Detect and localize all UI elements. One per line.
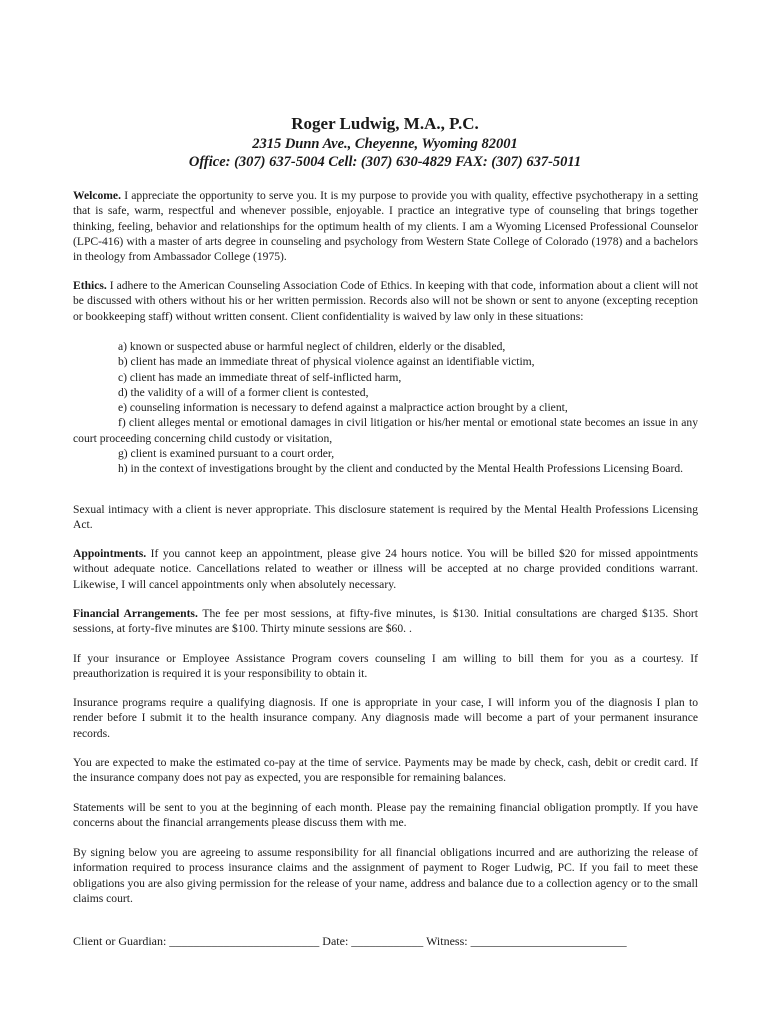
financial-paragraph	[73, 606, 698, 637]
ethics-heading: Ethics.	[73, 279, 107, 292]
list-item: g) client is examined pursuant to a court order,	[118, 447, 335, 461]
welcome-heading: Welcome.	[73, 189, 121, 202]
list-item: b) client has made an immediate threat of physical violence against an identifiable victim,	[118, 355, 535, 369]
welcome-paragraph	[73, 188, 698, 264]
list-item: d) the validity of a will of a former client is contested,	[118, 385, 369, 399]
signing-paragraph: By signing below you are agreeing to assume responsibility for all financial obligations incurred and are authorizing the release of information required to process insurance claims and the assignment of payment to Roger Ludwig, PC. If you fail to meet these obligations you are also giving permission for the release of your name, address and balance due to a collection agency or to the small claims court.	[73, 846, 698, 905]
statements-paragraph: Statements will be sent to you at the beginning of each month. Please pay the remaining financial obligation promptly. If you have concerns about the financial arrangements please discuss them with me.	[73, 801, 698, 830]
financial-heading: Financial Arrangements.	[73, 607, 198, 620]
appointments-heading: Appointments.	[73, 547, 147, 560]
list-item: e) counseling information is necessary to defend against a malpractice action brought by a client,	[118, 401, 568, 415]
ethics-paragraph	[73, 278, 698, 324]
practice-name: Roger Ludwig, M.A., P.C.	[291, 114, 479, 133]
confidentiality-exceptions-list	[73, 339, 698, 477]
signature-line: Client or Guardian: _________________________ Date: ____________ Witness: __________________________	[73, 934, 627, 948]
appointments-text: If you cannot keep an appointment, please give 24 hours notice. You will be billed $20 for missed appointments without adequate notice. Cancellations related to weather or illness will be accepted at no charge provided conditions warrant. Likewise, I will cancel appointments only when absolutely necessary.	[73, 547, 698, 591]
ethics-text: I adhere to the American Counseling Association Code of Ethics. In keeping with that code, information about a client will not be discussed with others without his or her written permission. Records also will not be shown or sent to anyone (excepting reception or bookkeeping staff) without written consent. Client confidentiality is waived by law only in these situations:	[73, 279, 698, 323]
list-item: c) client has made an immediate threat of self-inflicted harm,	[118, 370, 402, 384]
list-item: a) known or suspected abuse or harmful neglect of children, elderly or the disabled,	[118, 340, 506, 353]
diagnosis-paragraph: Insurance programs require a qualifying diagnosis. If one is appropriate in your case, I will inform you of the diagnosis I plan to render before I submit it to the health insurance company. Any diagnosis made will become a part of your permanent insurance records.	[73, 696, 698, 740]
copay-paragraph: You are expected to make the estimated co-pay at the time of service. Payments may be made by check, cash, debit or credit card. If the insurance company does not pay as expected, you are responsible for remaining balances.	[73, 756, 698, 785]
appointments-paragraph	[73, 546, 698, 592]
insurance-paragraph: If your insurance or Employee Assistance Program covers counseling I am willing to bill them for you as a courtesy. If preauthorization is required it is your responsibility to obtain it.	[73, 652, 698, 681]
welcome-text: I appreciate the opportunity to serve you. It is my purpose to provide you with quality, effective psychotherapy in a setting that is safe, warm, respectful and whenever possible, enjoyable. I practice an integrative type of counseling that brings together thinking, feeling, behavior and relationships for the optimum health of my clients. I am a Wyoming Licensed Professional Counselor (LPC-416) with a master of arts degree in counseling and psychology from Western State College of Colorado (1978) and a bachelors in theology from Ambassador College (1975).	[73, 189, 698, 264]
practice-contact: Office: (307) 637-5004 Cell: (307) 630-4829 FAX: (307) 637-5011	[188, 154, 582, 170]
practice-address: 2315 Dunn Ave., Cheyenne, Wyoming 82001	[252, 136, 518, 152]
list-item: h) in the context of investigations brought by the client and conducted by the Mental Health Professions Licensing Board.	[118, 462, 684, 476]
intimacy-paragraph: Sexual intimacy with a client is never appropriate. This disclosure statement is required by the Mental Health Professions Licensing Act.	[73, 503, 698, 532]
list-item: f) client alleges mental or emotional damages in civil litigation or his/her mental or emotional state becomes an issue in any court proceeding concerning child custody or visitation,	[73, 416, 698, 445]
financial-text: The fee per most sessions, at fifty-five minutes, is $130. Initial consultations are charged $135. Short sessions, at forty-five minutes are $100. Thirty minute sessions are $60. .	[73, 607, 698, 636]
